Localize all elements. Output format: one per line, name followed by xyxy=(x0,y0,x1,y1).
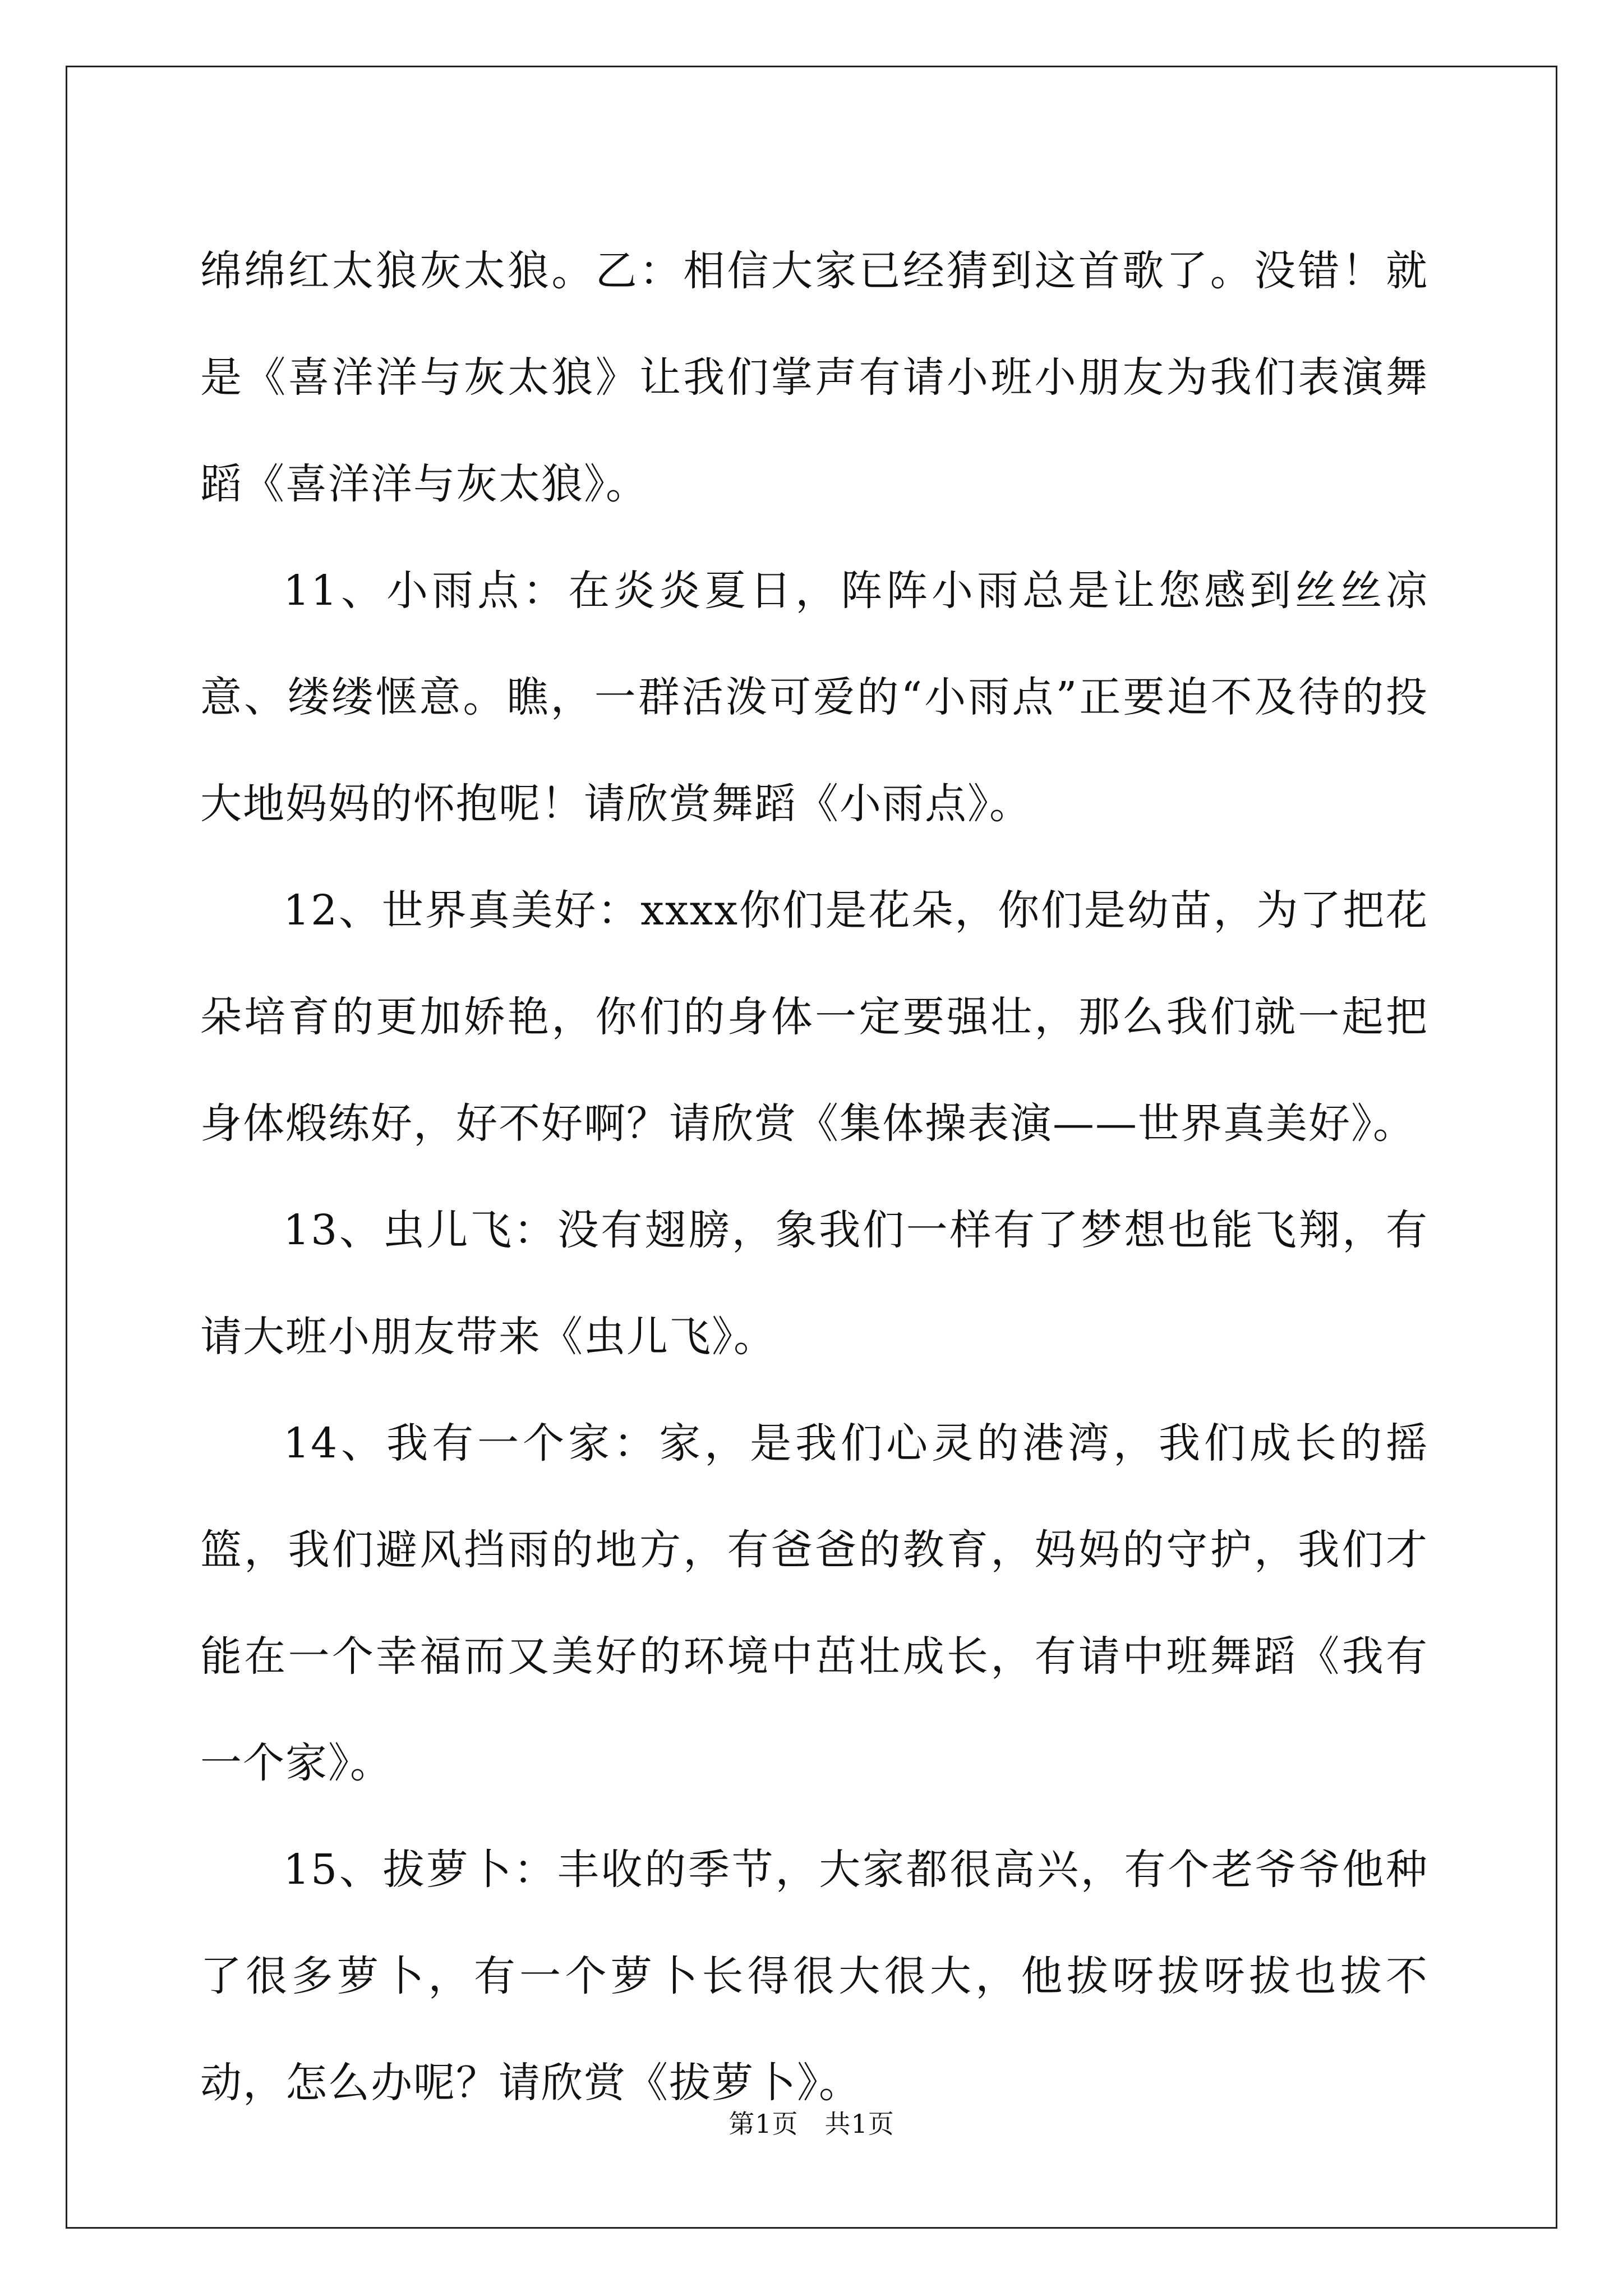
document-body xyxy=(200,218,1428,2136)
paragraph-item-14: 14、我有一个家：家，是我们心灵的港湾，我们成长的摇篮，我们避风挡雨的地方，有爸爸的教育，妈妈的守护，我们才能在一个幸福而又美好的环境中茁壮成长，有请中班舞蹈《我有一个家》。 xyxy=(200,1419,1428,1787)
paragraph-item-11: 11、小雨点：在炎炎夏日，阵阵小雨总是让您感到丝丝凉意、缕缕惬意。瞧，一群活泼可爱的“小雨点”正要迫不及待的投大地妈妈的怀抱呢！请欣赏舞蹈《小雨点》。 xyxy=(200,567,1428,828)
paragraph-continuation: 绵绵红太狼灰太狼。乙：相信大家已经猜到这首歌了。没错！就是《喜洋洋与灰太狼》让我们掌声有请小班小朋友为我们表演舞蹈《喜洋洋与灰太狼》。 xyxy=(200,247,1428,508)
page-footer: 第1页 共1页 xyxy=(728,2109,895,2139)
paragraph-item-13: 13、虫儿飞：没有翅膀，象我们一样有了梦想也能飞翔，有请大班小朋友带来《虫儿飞》。 xyxy=(200,1206,1428,1361)
paragraph-item-12: 12、世界真美好：xxxx你们是花朵，你们是幼苗，为了把花朵培育的更加娇艳，你们的身体一定要强壮，那么我们就一起把身体煅练好，好不好啊？请欣赏《集体操表演——世界真美好》。 xyxy=(200,886,1428,1148)
paragraph-item-15: 15、拔萝卜：丰收的季节，大家都很高兴，有个老爷爷他种了很多萝卜，有一个萝卜长得很大很大，他拔呀拔呀拔也拔不动，怎么办呢？请欣赏《拔萝卜》。 xyxy=(200,1846,1428,2107)
